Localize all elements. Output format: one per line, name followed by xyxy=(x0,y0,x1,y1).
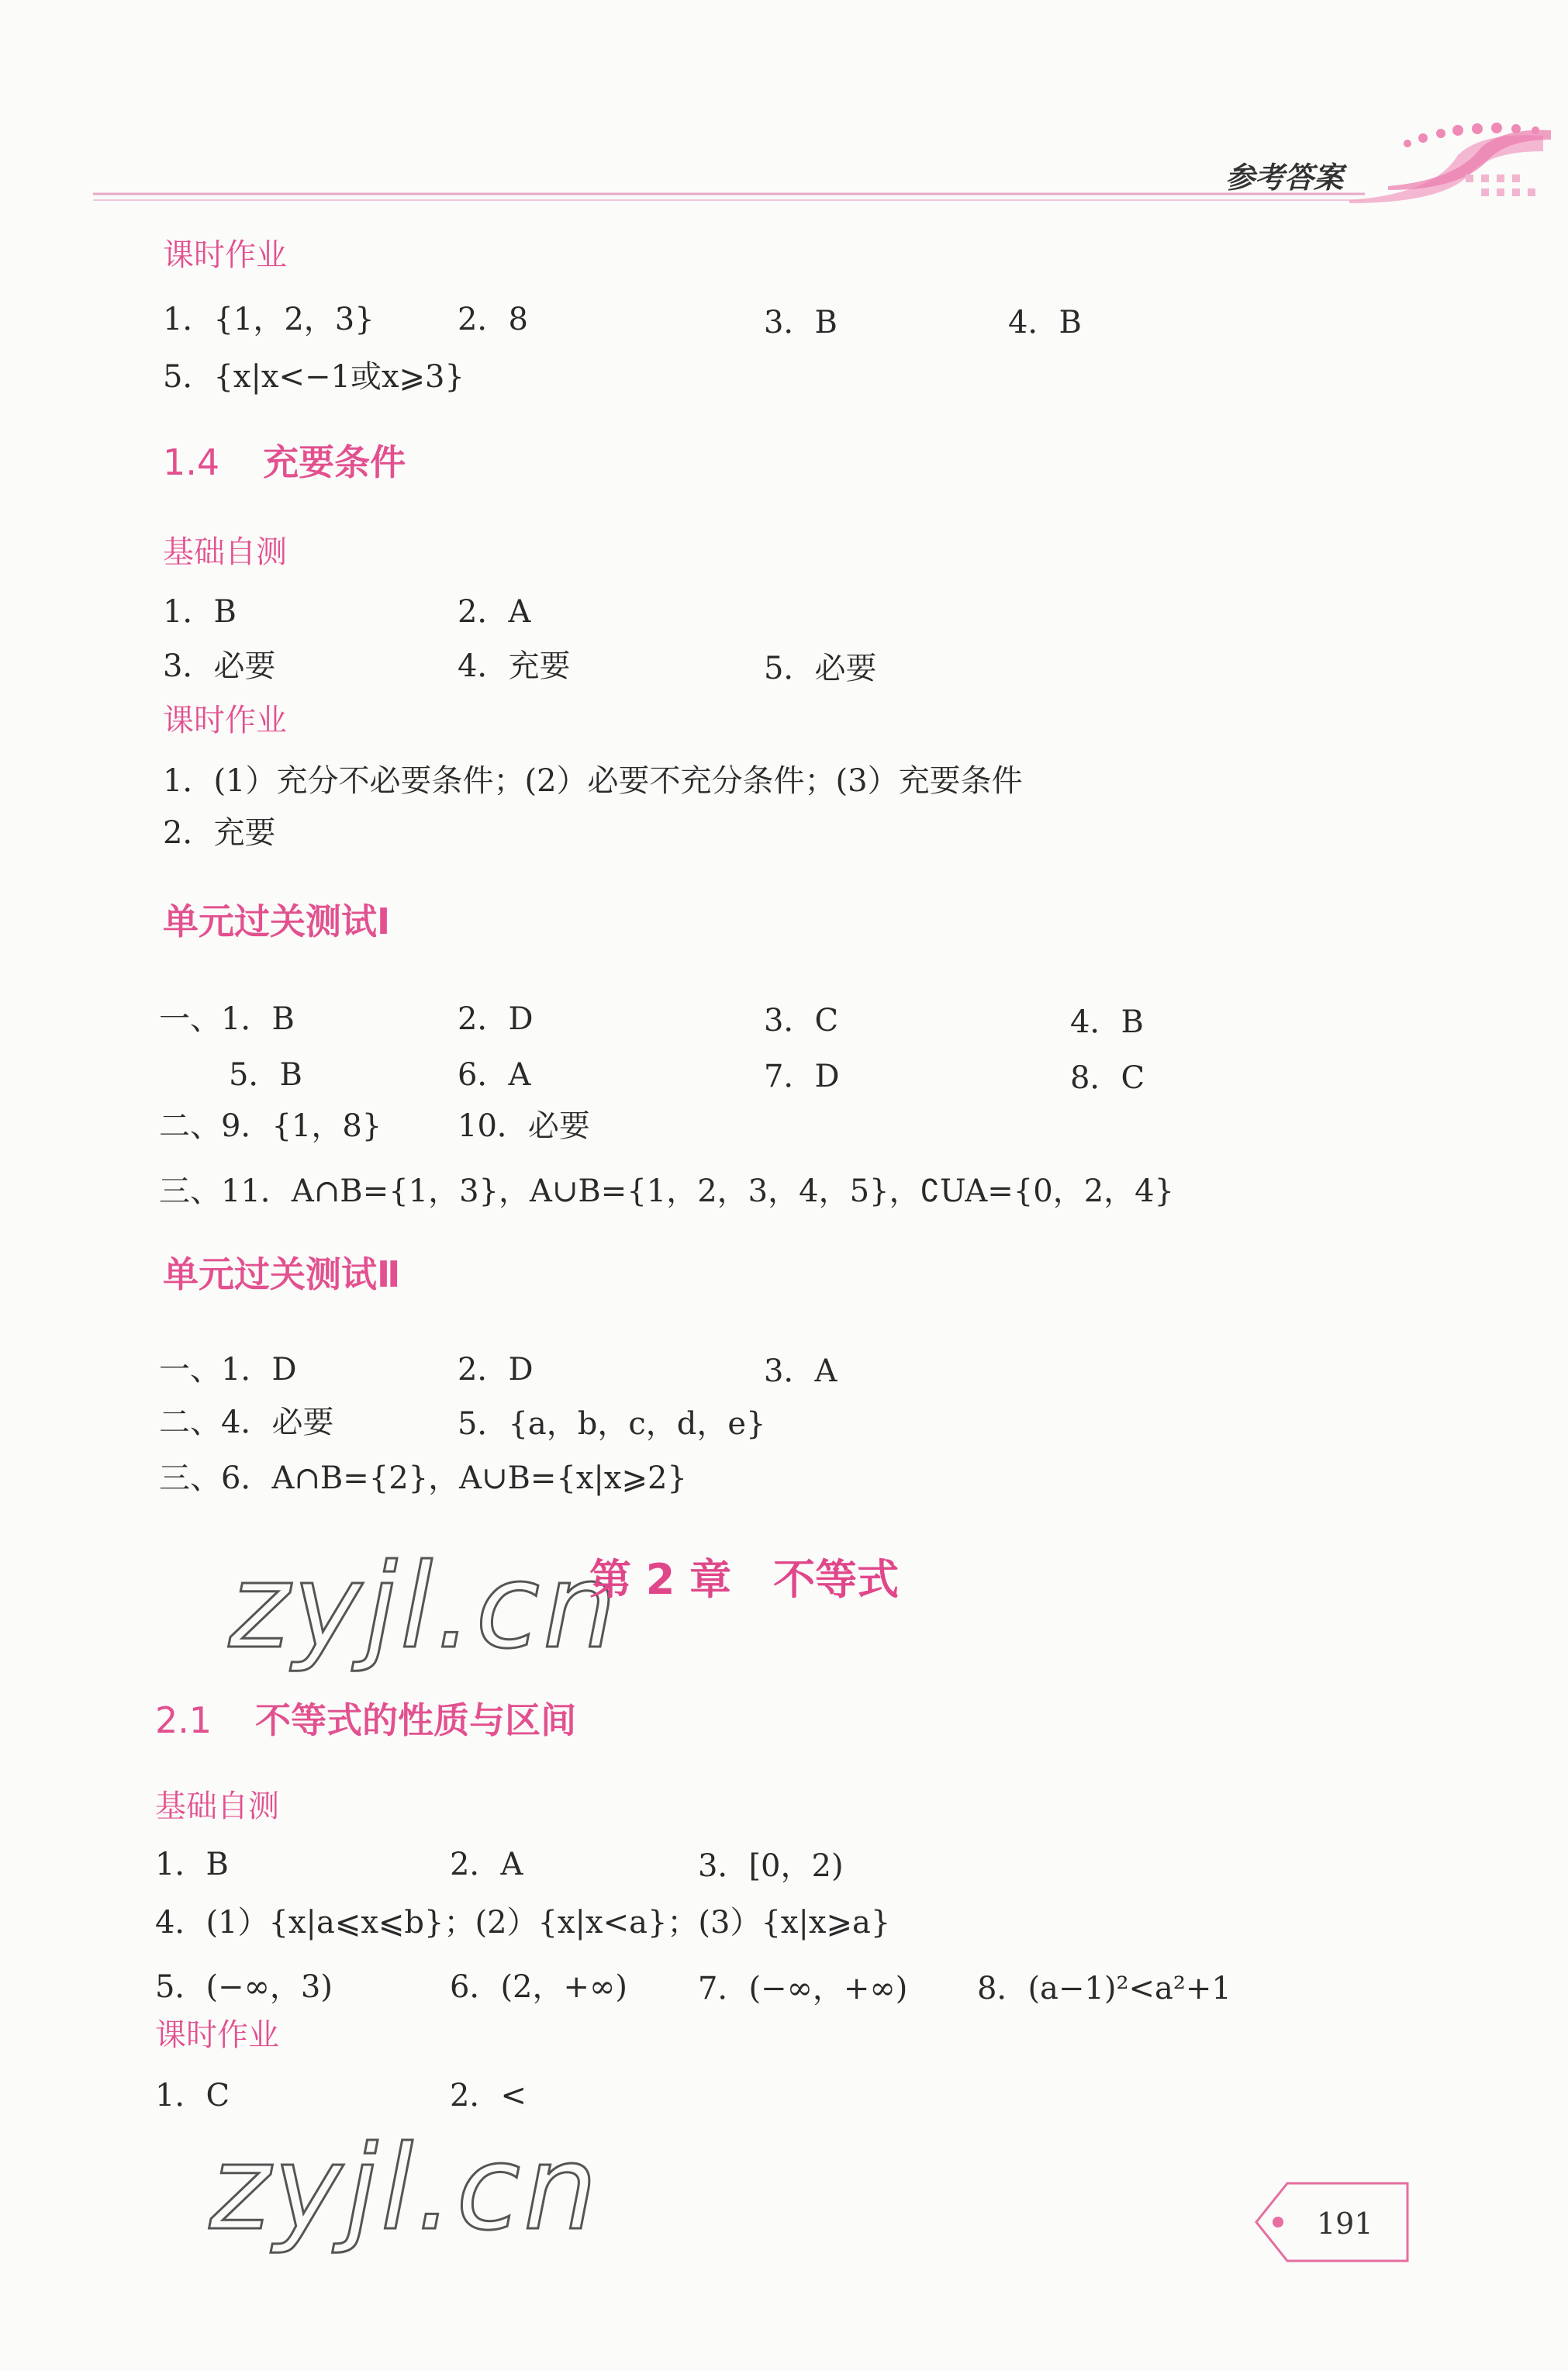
answer-1: 1．B xyxy=(163,594,237,630)
answer-5: 5．{a，b，c，d，e} xyxy=(458,1406,766,1442)
subheading-keshi-zuoye: 课时作业 xyxy=(163,703,287,738)
answer-row-2: 二、4．必要 xyxy=(159,1405,334,1440)
subheading-keshi-zuoye: 课时作业 xyxy=(155,2017,279,2053)
answer-2: 2．< xyxy=(450,2078,527,2114)
answer-3: 3．B xyxy=(764,305,838,340)
answer-5: 5．(−∞，3) xyxy=(155,1969,333,2005)
answer-5: 5．必要 xyxy=(764,651,877,686)
subheading-keshi-zuoye: 课时作业 xyxy=(163,237,287,273)
header-title: 参考答案 xyxy=(1225,160,1344,195)
section-title-2-1 xyxy=(155,1699,576,1742)
section-name: 充要条件 xyxy=(263,441,406,483)
answer-1: 1．(1）充分不必要条件；(2）必要不充分条件；(3）充要条件 xyxy=(163,763,1023,799)
answer-2: 2．充要 xyxy=(163,815,276,851)
answer-5: 5．B xyxy=(229,1057,302,1093)
answer-row-2: 二、9．{1，8} xyxy=(159,1108,382,1144)
answer-6: 6．(2，+∞) xyxy=(450,1969,627,2005)
answer-4: 4．B xyxy=(1070,1004,1144,1040)
answer-1: 1．{1，2，3} xyxy=(163,302,375,337)
answer-row-3: 三、6．A∩B={2}，A∪B={x|x⩾2} xyxy=(159,1460,687,1496)
answer-3: 3．C xyxy=(764,1003,839,1039)
answer-4: 4．充要 xyxy=(458,648,571,684)
page-number: 191 xyxy=(1317,2207,1373,2241)
answer-row-3: 三、11．A∩B={1，3}，A∪B={1，2，3，4，5}，∁UA={0，2，4} xyxy=(159,1173,1175,1209)
unit-test-1-title: 单元过关测试Ⅰ xyxy=(163,900,391,942)
answer-row-1-lead: 一、1．D xyxy=(159,1352,297,1388)
answer-4: 4．(1）{x|a⩽x⩽b}；(2）{x|x<a}；(3）{x|x⩾a} xyxy=(155,1905,891,1941)
answer-5: 5．{x|x<−1或x⩾3} xyxy=(163,359,465,395)
subheading-jichu-zice: 基础自测 xyxy=(163,534,287,570)
watermark-logo: zyjl.cn xyxy=(209,2121,601,2256)
section-name: 不等式的性质与区间 xyxy=(255,1699,577,1741)
answer-1: 1．B xyxy=(155,1847,229,1882)
answer-3: 3．必要 xyxy=(163,648,276,684)
answer-1: 1．C xyxy=(155,2078,230,2114)
answer-2: 2．A xyxy=(458,594,531,630)
watermark-logo: zyjl.cn xyxy=(229,1540,620,1675)
answer-3: 3．[0，2) xyxy=(698,1848,844,1884)
section-number: 2.1 xyxy=(155,1699,212,1741)
answer-row-1-lead: 一、1．B xyxy=(159,1001,295,1037)
answer-2: 2．D xyxy=(458,1352,534,1388)
chapter-title: 第 2 章 不等式 xyxy=(589,1555,900,1604)
answer-4: 4．B xyxy=(1008,305,1082,340)
answer-8: 8．C xyxy=(1070,1060,1145,1096)
answer-3: 3．A xyxy=(764,1353,838,1389)
answer-10: 10．必要 xyxy=(458,1108,590,1144)
answer-2: 2．A xyxy=(450,1847,523,1882)
answer-7: 7．D xyxy=(764,1059,840,1094)
unit-test-2-title: 单元过关测试Ⅱ xyxy=(163,1253,401,1295)
section-title-1-4 xyxy=(163,441,406,484)
answer-7: 7．(−∞，+∞) xyxy=(698,1971,908,2006)
answer-8: 8．(a−1)²<a²+1 xyxy=(977,1971,1231,2006)
subheading-jichu-zice: 基础自测 xyxy=(155,1789,279,1824)
answer-6: 6．A xyxy=(458,1057,531,1093)
section-number: 1.4 xyxy=(163,441,220,483)
answer-2: 2．D xyxy=(458,1001,534,1037)
answer-2: 2．8 xyxy=(458,302,528,337)
